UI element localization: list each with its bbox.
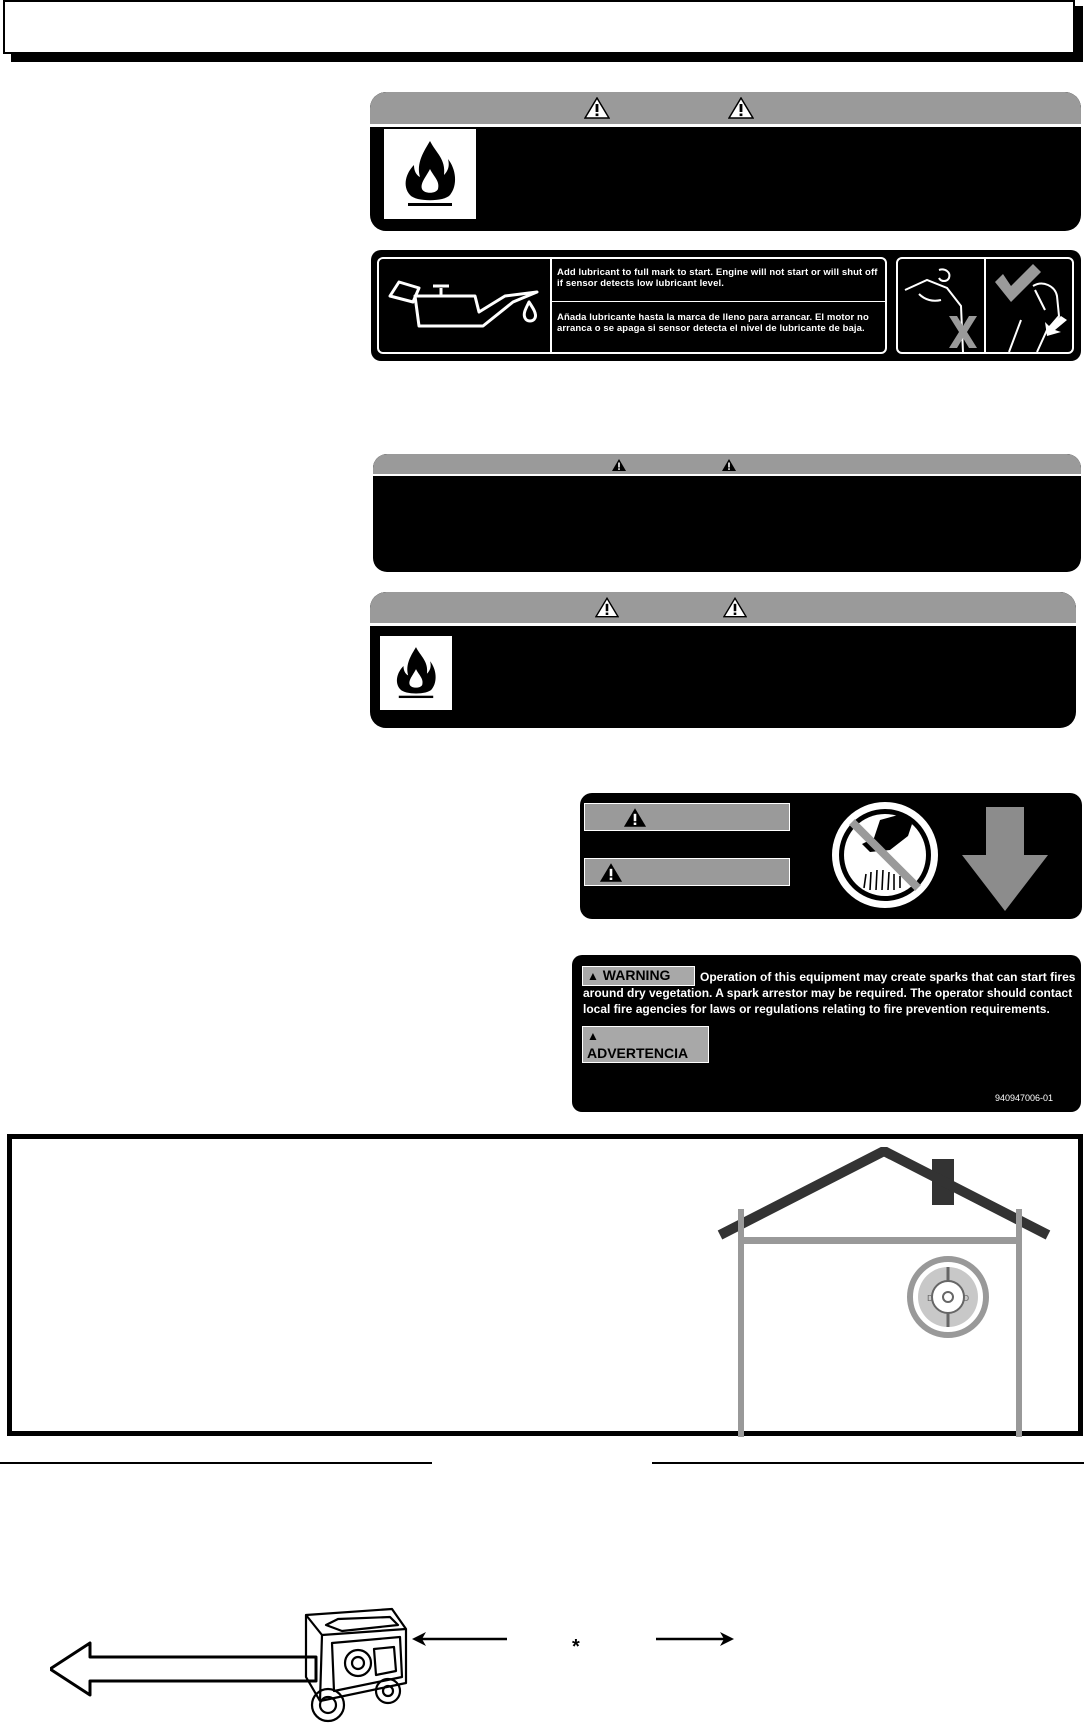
incorrect-fill-icon xyxy=(899,260,983,352)
spark-text-line-3: local fire agencies for laws or regulations relating to fire prevention requirements. xyxy=(583,1002,1050,1016)
house-icon xyxy=(712,1147,1052,1437)
part-number: 940947006-01 xyxy=(995,1093,1054,1103)
signal-bar xyxy=(370,92,1081,127)
warning-triangle-icon xyxy=(728,97,754,119)
advertencia-tag xyxy=(582,1026,709,1063)
correct-fill-icon xyxy=(987,260,1073,352)
placement-diagram xyxy=(7,1134,1083,1658)
no-touch-hot-surface-icon xyxy=(830,800,940,910)
flame-icon xyxy=(380,636,452,710)
warning-decal-plain xyxy=(373,454,1081,572)
warning-triangle-icon xyxy=(599,862,623,883)
hot-surface-decal xyxy=(580,793,1082,919)
warning-triangle-icon: ▲ xyxy=(587,969,599,983)
down-arrow-icon xyxy=(960,807,1050,911)
footer-rule-left xyxy=(0,1462,432,1464)
spark-warning-decal xyxy=(572,955,1081,1112)
warning-triangle-icon xyxy=(721,458,737,472)
electric-meter-icon xyxy=(905,1254,991,1340)
page-header-box xyxy=(3,0,1075,54)
oil-can-icon xyxy=(385,274,543,334)
warning-tag xyxy=(582,966,695,986)
warning-triangle-icon xyxy=(611,458,627,472)
oil-level-decal xyxy=(371,250,1081,361)
warning-triangle-icon: ▲ xyxy=(587,1029,599,1043)
flame-pictogram xyxy=(384,129,476,219)
caution-bar-1 xyxy=(584,803,790,831)
flammable-decal-1 xyxy=(370,92,1081,231)
distance-arrow-left xyxy=(412,1631,507,1647)
distance-arrow-right xyxy=(656,1631,734,1647)
distance-marker: * xyxy=(572,1636,580,1658)
advertencia-label: ADVERTENCIA xyxy=(587,1045,689,1061)
oil-text-spanish: Añada lubricante hasta la marca de lleno para arrancar. El motor no arranca o se apaga si sensor detecta el nivel de lubricante de baja. xyxy=(557,312,869,334)
warning-triangle-icon xyxy=(595,597,619,618)
svg-text:D: D xyxy=(963,1294,970,1303)
spark-text-line-1: Operation of this equipment may create sparks that can start fires xyxy=(700,970,1076,984)
spark-text-line-2: around dry vegetation. A spark arrestor may be required. The operator should contact xyxy=(583,986,1073,1000)
footer-rule-right xyxy=(652,1462,1084,1464)
flammable-decal-2 xyxy=(370,592,1076,728)
warning-triangle-icon xyxy=(623,807,647,828)
exhaust-direction-arrow xyxy=(50,1637,51,1638)
generator-icon xyxy=(294,1605,414,1727)
warning-triangle-icon xyxy=(723,597,747,618)
warning-triangle-icon xyxy=(584,97,610,119)
svg-text:D: D xyxy=(927,1294,934,1303)
exhaust-arrow-icon xyxy=(50,1639,320,1699)
flame-icon xyxy=(384,129,476,219)
flame-pictogram xyxy=(380,636,452,710)
oil-text-english: Add lubricant to full mark to start. Engine will not start or will shut off if sensor detects low lubricant level. xyxy=(557,267,878,289)
warning-label: WARNING xyxy=(602,967,671,983)
